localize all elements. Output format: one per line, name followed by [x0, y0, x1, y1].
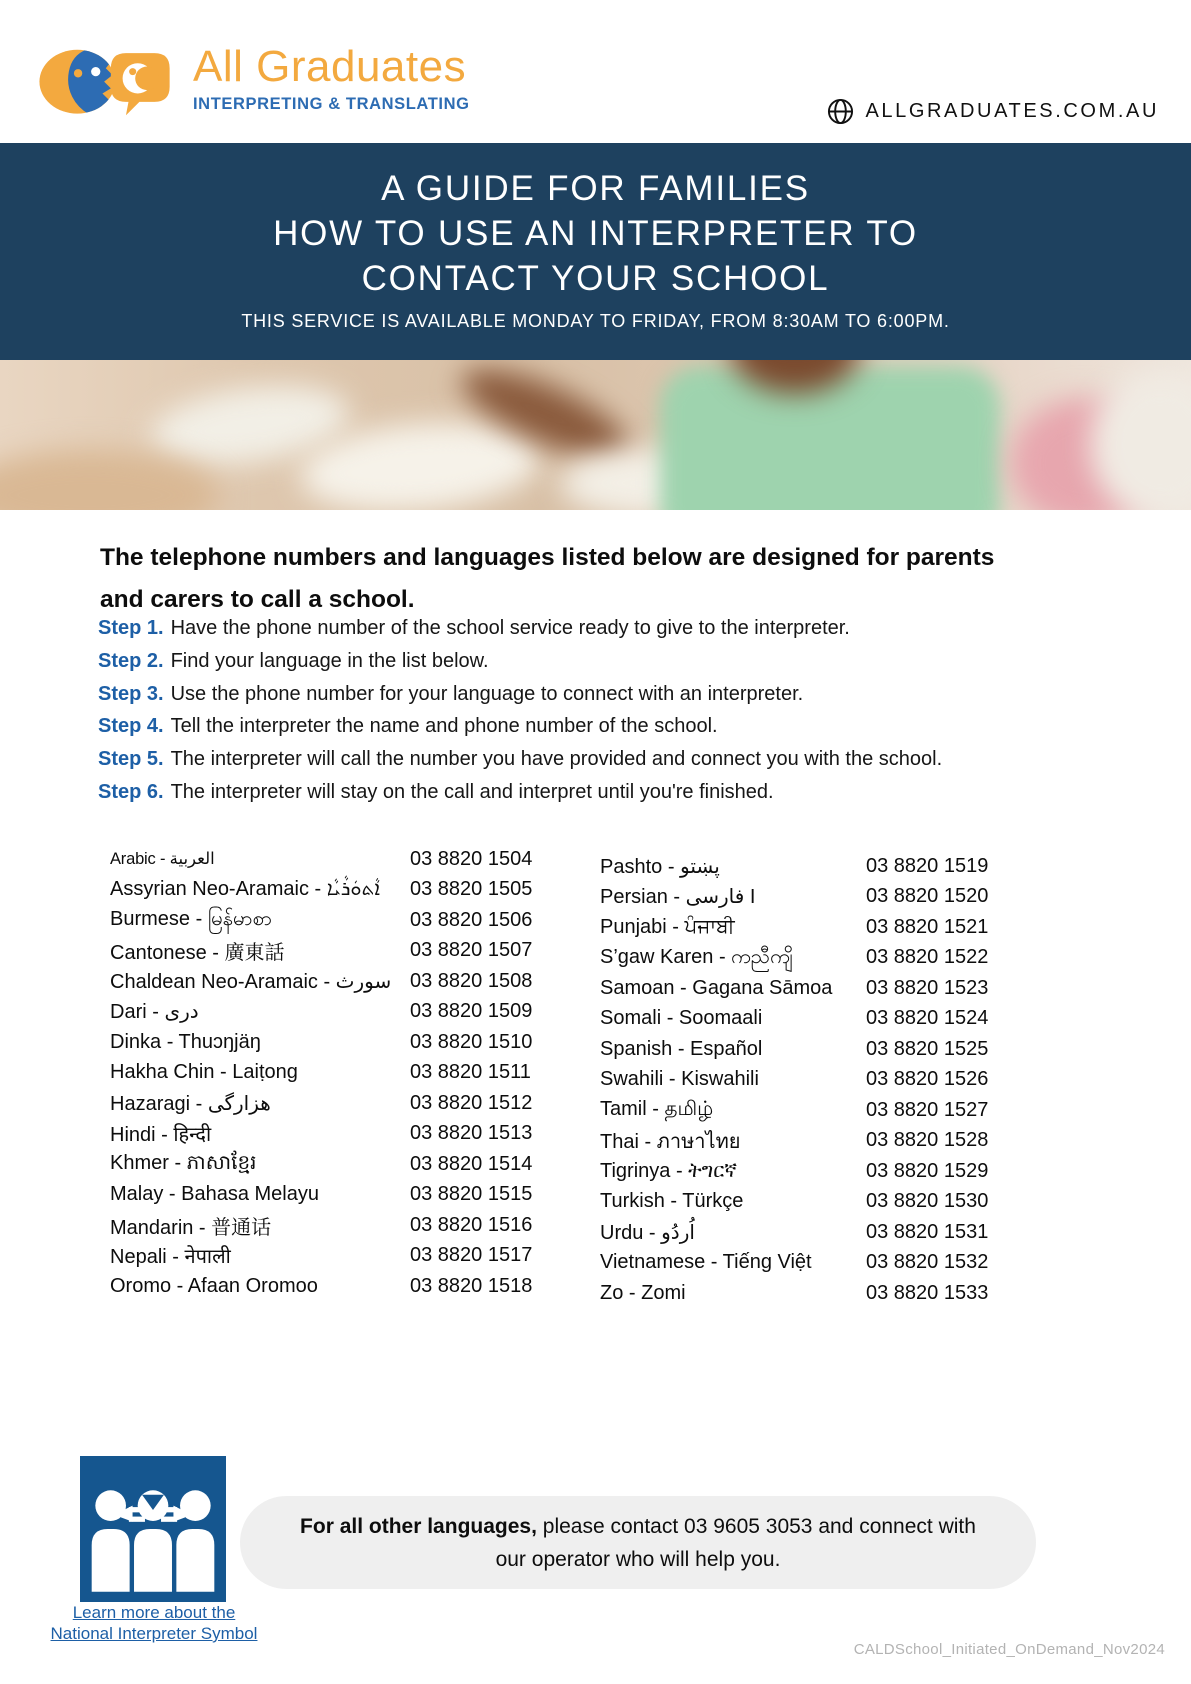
- language-row: [110, 1088, 550, 1119]
- language-row: [600, 1248, 1005, 1279]
- language-phone: 03 8820 1523: [866, 976, 989, 999]
- language-phone: 03 8820 1513: [410, 1122, 533, 1145]
- language-row: [110, 966, 550, 997]
- banner-title-line3: CONTACT YOUR SCHOOL: [361, 259, 830, 298]
- document-code: CALDSchool_Initiated_OnDemand_Nov2024: [853, 1641, 1165, 1658]
- language-name: Pashto - پښتو: [600, 855, 720, 878]
- language-name: Tigrinya - ትግርኛ: [600, 1159, 738, 1182]
- step-row: [98, 710, 1118, 743]
- language-row: [110, 1271, 550, 1302]
- interpreter-symbol-link-line2: National Interpreter Symbol: [50, 1624, 258, 1643]
- language-name: Somali - Soomaali: [600, 1007, 763, 1030]
- language-name: Mandarin - 普通话: [110, 1216, 272, 1239]
- language-phone: 03 8820 1532: [866, 1251, 989, 1274]
- language-row: [110, 1058, 550, 1089]
- language-name: Zo - Zomi: [600, 1281, 686, 1304]
- intro-heading: The telephone numbers and languages listed below are designed for parents and carers to call a school.: [100, 544, 995, 613]
- language-name: Thai - ภาษาไทย: [600, 1130, 741, 1153]
- step-label: Step 2.: [98, 649, 164, 672]
- steps-list: [98, 612, 1118, 809]
- language-phone: 03 8820 1518: [410, 1274, 533, 1297]
- step-row: [98, 743, 1118, 776]
- language-phone: 03 8820 1516: [410, 1213, 533, 1236]
- language-phone: 03 8820 1525: [866, 1037, 989, 1060]
- language-row: [600, 1095, 1005, 1126]
- language-list-left: [110, 844, 550, 1302]
- language-row: [110, 1241, 550, 1272]
- interpreter-symbol-link[interactable]: [18, 1602, 290, 1644]
- step-row: [98, 612, 1118, 645]
- language-phone: 03 8820 1510: [410, 1030, 533, 1053]
- language-row: [600, 1065, 1005, 1096]
- language-phone: 03 8820 1533: [866, 1281, 989, 1304]
- language-row: [600, 1004, 1005, 1035]
- language-name: Dinka - Thuɔŋjäŋ: [110, 1030, 261, 1053]
- brand-logo: [35, 38, 470, 122]
- classroom-photo: [0, 360, 1191, 510]
- language-name: Burmese - မြန်မာစာ: [110, 908, 273, 931]
- language-phone: 03 8820 1511: [410, 1061, 531, 1084]
- other-languages-text: [288, 1510, 988, 1576]
- language-name: Hazaragi - هزارگی: [110, 1092, 271, 1115]
- language-name: Cantonese - 廣東話: [110, 942, 285, 965]
- language-phone: 03 8820 1531: [866, 1220, 989, 1243]
- language-name: Assyrian Neo-Aramaic - ܐܵܬܘܿܪܵܝܵܐ: [110, 878, 380, 901]
- language-name: Vietnamese - Tiếng Việt: [600, 1251, 812, 1274]
- language-name: Spanish - Español: [600, 1037, 763, 1060]
- language-name: Tamil - தமிழ்: [600, 1097, 714, 1120]
- language-name: Hindi - हिन्दी: [110, 1124, 212, 1147]
- national-interpreter-symbol-icon: [80, 1456, 226, 1602]
- step-text: The interpreter will call the number you have provided and connect you with the school.: [170, 748, 943, 771]
- language-phone: 03 8820 1514: [410, 1152, 533, 1175]
- speech-bubbles-logo-icon: [35, 38, 185, 122]
- brand-name: All Graduates: [193, 42, 467, 91]
- language-row: [110, 844, 550, 875]
- step-label: Step 1.: [98, 617, 164, 639]
- step-label: Step 5.: [98, 748, 164, 771]
- step-label: Step 3.: [98, 682, 164, 705]
- language-name: S’gaw Karen - ကညီကျိ: [600, 945, 793, 968]
- brand-tagline: INTERPRETING & TRANSLATING: [193, 95, 470, 113]
- step-text: Tell the interpreter the name and phone number of the school.: [170, 715, 718, 738]
- language-name: Swahili - Kiswahili: [600, 1068, 759, 1091]
- other-languages-bold: For all other languages,: [300, 1514, 537, 1538]
- other-languages-rest: please contact 03 9605 3053 and connect with our operator who will help you.: [495, 1514, 976, 1571]
- language-row: [110, 1210, 550, 1241]
- language-phone: 03 8820 1529: [866, 1159, 989, 1182]
- globe-icon: [827, 98, 854, 125]
- language-phone: 03 8820 1527: [866, 1098, 989, 1121]
- language-list-right: [600, 851, 1005, 1309]
- language-name: Nepali - नेपाली: [110, 1246, 231, 1269]
- other-languages-box: [240, 1496, 1036, 1589]
- step-label: Step 6.: [98, 780, 164, 803]
- language-row: [600, 1034, 1005, 1065]
- language-phone: 03 8820 1522: [866, 946, 989, 969]
- language-row: [110, 936, 550, 967]
- step-label: Step 4.: [98, 715, 164, 738]
- language-phone: 03 8820 1528: [866, 1129, 989, 1152]
- language-row: [600, 1126, 1005, 1157]
- website-link[interactable]: [827, 98, 1159, 125]
- language-phone: 03 8820 1507: [410, 939, 533, 962]
- language-row: [110, 1180, 550, 1211]
- language-phone: 03 8820 1526: [866, 1068, 989, 1091]
- language-phone: 03 8820 1517: [410, 1244, 533, 1267]
- banner-title-line2: HOW TO USE AN INTERPRETER TO: [273, 214, 918, 253]
- language-name: Oromo - Afaan Oromoo: [110, 1274, 318, 1297]
- language-name: Punjabi - ਪੰਜਾਬੀ: [600, 915, 735, 938]
- language-phone: 03 8820 1520: [866, 885, 989, 908]
- language-row: [600, 1156, 1005, 1187]
- language-row: [600, 851, 1005, 882]
- language-row: [600, 1187, 1005, 1218]
- language-row: [600, 882, 1005, 913]
- language-name: Malay - Bahasa Melayu: [110, 1183, 319, 1206]
- step-text: Use the phone number for your language to connect with an interpreter.: [170, 682, 804, 705]
- language-row: [600, 1217, 1005, 1248]
- language-name: Turkish - Türkçe: [600, 1190, 744, 1213]
- language-row: [600, 912, 1005, 943]
- language-row: [600, 973, 1005, 1004]
- language-name: Hakha Chin - Laiṭong: [110, 1061, 298, 1084]
- language-phone: 03 8820 1519: [866, 854, 989, 877]
- language-phone: 03 8820 1504: [410, 847, 533, 870]
- language-row: [110, 905, 550, 936]
- language-phone: 03 8820 1524: [866, 1007, 989, 1030]
- language-name: Chaldean Neo-Aramaic - سورث: [110, 970, 392, 993]
- photo-blur-shape: [1090, 370, 1191, 510]
- language-row: [110, 1119, 550, 1150]
- step-text: The interpreter will stay on the call and interpret until you're finished.: [170, 780, 774, 803]
- language-row: [110, 875, 550, 906]
- language-row: [110, 1027, 550, 1058]
- banner-title-line1: A GUIDE FOR FAMILIES: [381, 169, 810, 208]
- banner-subtitle: THIS SERVICE IS AVAILABLE MONDAY TO FRIDAY, FROM 8:30AM TO 6:00PM.: [241, 311, 950, 331]
- step-row: [98, 776, 1118, 809]
- language-name: Persian - فارسی I: [600, 886, 756, 909]
- language-row: [110, 997, 550, 1028]
- language-name: Dari - دری: [110, 1001, 199, 1024]
- language-phone: 03 8820 1530: [866, 1190, 989, 1213]
- language-phone: 03 8820 1515: [410, 1183, 533, 1206]
- language-phone: 03 8820 1509: [410, 1000, 533, 1023]
- language-row: [110, 1149, 550, 1180]
- website-url: ALLGRADUATES.COM.AU: [865, 100, 1159, 122]
- step-text: Find your language in the list below.: [170, 649, 489, 672]
- language-row: [600, 943, 1005, 974]
- language-name: Khmer - ភាសាខ្មែរ: [110, 1152, 257, 1175]
- language-phone: 03 8820 1506: [410, 908, 533, 931]
- language-name: Arabic - العربية: [110, 850, 215, 869]
- language-row: [600, 1278, 1005, 1309]
- step-text: Have the phone number of the school service ready to give to the interpreter.: [170, 617, 850, 639]
- language-name: Urdu - اُردُو: [600, 1221, 695, 1244]
- step-row: [98, 645, 1118, 678]
- language-phone: 03 8820 1508: [410, 969, 533, 992]
- language-phone: 03 8820 1512: [410, 1091, 533, 1114]
- photo-blur-shape: [660, 366, 1000, 510]
- title-banner: [0, 143, 1191, 360]
- language-name: Samoan - Gagana Sāmoa: [600, 976, 833, 999]
- language-phone: 03 8820 1505: [410, 878, 533, 901]
- language-phone: 03 8820 1521: [866, 915, 989, 938]
- step-row: [98, 678, 1118, 711]
- interpreter-symbol-link-line1: Learn more about the: [72, 1603, 236, 1622]
